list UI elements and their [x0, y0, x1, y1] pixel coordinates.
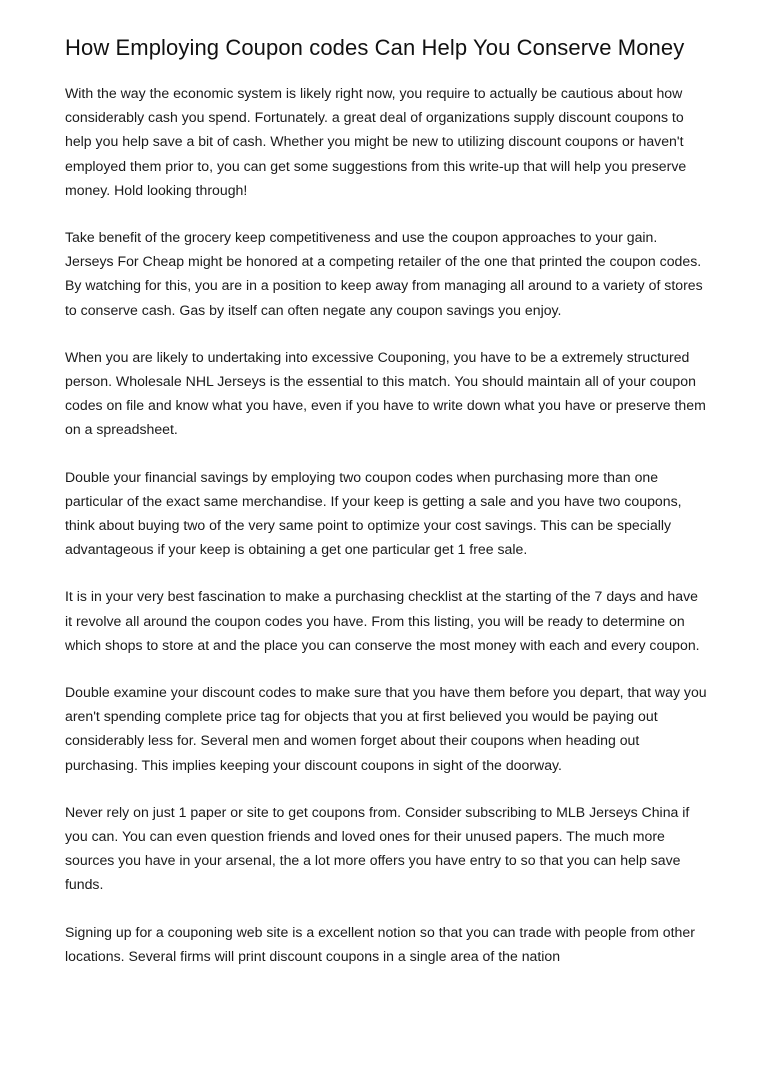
paragraph-1: With the way the economic system is likely right now, you require to actually be cautious about how considerably cash you spend. Fortunately. a great deal of organizations supply discount coupons to help you help save a bit of cash. Whether you might be new to utilizing discount coupons or haven't employed them prior to, you can get some suggestions from this write-up that will help you preserve money. Hold looking through!	[65, 85, 687, 198]
paragraph-6: Double examine your discount codes to make sure that you have them before you depart, that way you aren't spending complete price tag for objects that you at first believed you would be paying out considerably less for. Several men and women forget about their coupons when heading out purchasing. This implies keeping your discount coupons in sight of the doorway.	[65, 684, 707, 773]
paragraph-4: Double your financial savings by employing two coupon codes when purchasing more than one particular of the exact same merchandise. If your keep is getting a sale and you have two coupons, think about buying two of the very same point to optimize your cost savings. This can be specially advantageous if your keep is obtaining a get one particular get 1 free sale.	[65, 468, 682, 558]
paragraph-5: It is in your very best fascination to make a purchasing checklist at the starting of the 7 days and have it revolve all around the coupon codes you have. From this listing, you will be ready to determine on which shops to store at and the place you can conserve the most money with each and every coupon.	[65, 588, 700, 653]
paragraph-3: When you are likely to undertaking into excessive Couponing, you have to be a extremely structured person. Wholesale NHL Jerseys is the essential to this match. You should maintain all of your coupon codes on file and know what you have, even if you have to write down what you have or preserve them on a spreadsheet.	[65, 348, 706, 438]
paragraph-8: Signing up for a couponing web site is a excellent notion so that you can trade with people from other locations. Several firms will print discount coupons in a single area of the nation	[65, 923, 695, 964]
paragraph-2: Take benefit of the grocery keep competitiveness and use the coupon approaches to your gain. Jerseys For Cheap might be honored at a competing retailer of the one that printed the coupon codes. By watching for this, you are in a position to keep away from managing all around to a variety of stores to conserve cash. Gas by itself can often negate any coupon savings you enjoy.	[65, 229, 703, 318]
document-title: How Employing Coupon codes Can Help You Conserve Money	[65, 35, 685, 60]
paragraph-7: Never rely on just 1 paper or site to get coupons from. Consider subscribing to MLB Jerseys China if you can. You can even question friends and loved ones for their unused papers. The much more sources you have in your arsenal, the a lot more offers you have entry to so that you can help save funds.	[65, 803, 690, 893]
